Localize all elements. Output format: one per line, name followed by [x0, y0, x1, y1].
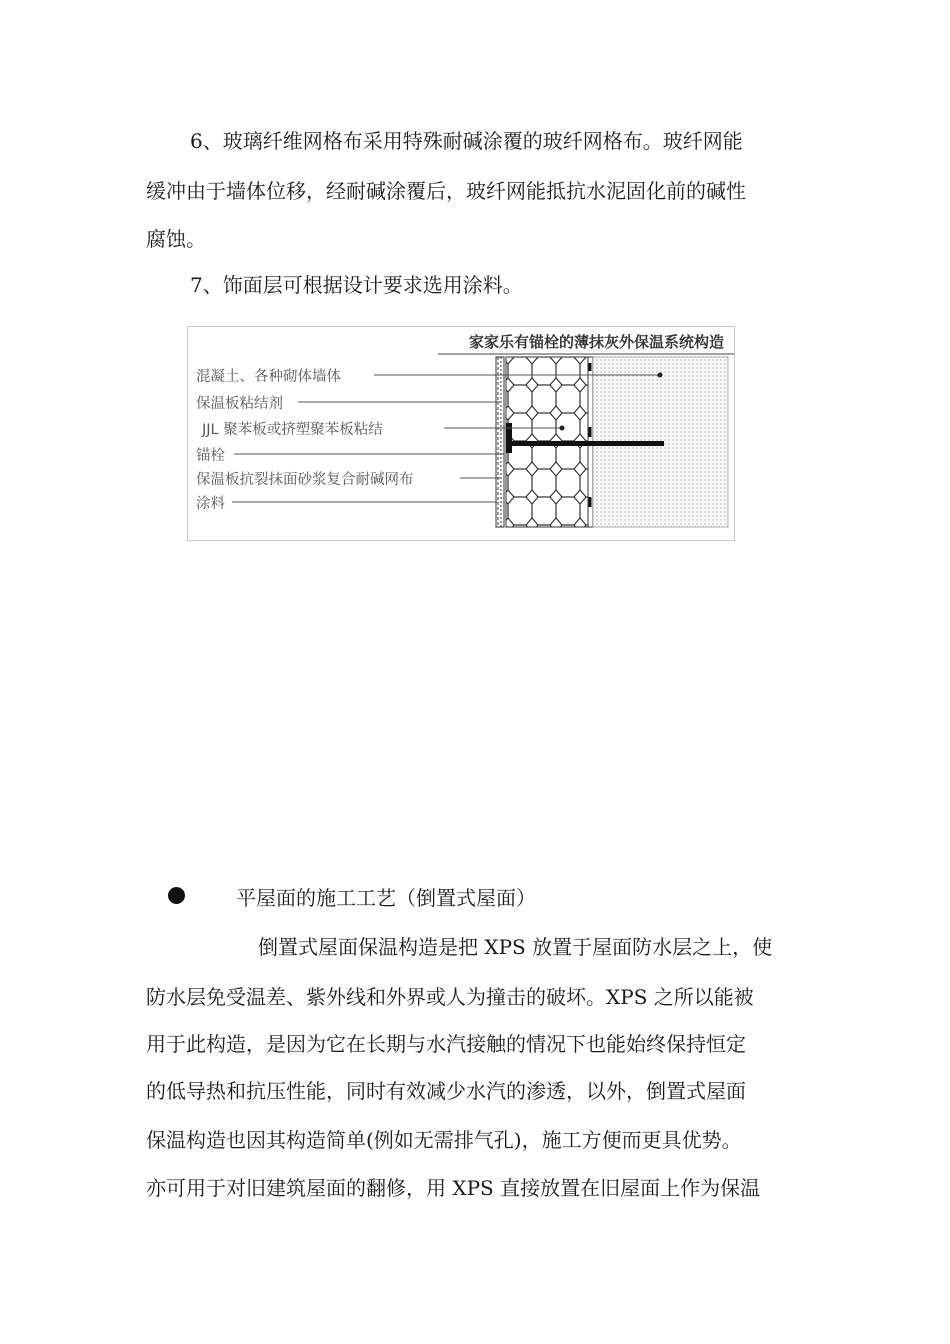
paragraph-line: 的低导热和抗压性能，同时有效减少水汽的渗透，以外，倒置式屋面 [146, 1079, 746, 1103]
paragraph-line: 用于此构造，是因为它在长期与水汽接触的情况下也能始终保持恒定 [146, 1032, 746, 1056]
insulation-system-diagram [187, 326, 735, 541]
diagram-label: 涂料 [196, 496, 225, 512]
paragraph-line: 7、饰面层可根据设计要求选用涂料。 [190, 273, 523, 297]
paragraph-line: 腐蚀。 [146, 227, 206, 251]
bullet-icon [168, 887, 185, 904]
paragraph-line: 保温构造也因其构造简单(例如无需排气孔)，施工方便而更具优势。 [146, 1128, 742, 1152]
diagram-label: 保温板粘结剂 [196, 396, 283, 412]
diagram-label: 锚栓 [196, 448, 225, 464]
paragraph-line: 倒置式屋面保温构造是把 XPS 放置于屋面防水层之上，使 [258, 935, 773, 959]
diagram-label: 保温板抗裂抹面砂浆复合耐碱网布 [196, 472, 414, 488]
diagram-label: JJL 聚苯板或挤塑聚苯板粘结 [202, 422, 383, 438]
paragraph-line: 防水层免受温差、紫外线和外界或人为撞击的破坏。XPS 之所以能被 [146, 985, 754, 1009]
paragraph-line: 缓冲由于墙体位移，经耐碱涂覆后，玻纤网能抵抗水泥固化前的碱性 [146, 179, 746, 203]
diagram-label: 混凝土、各种砌体墙体 [196, 369, 341, 385]
section-heading: 平屋面的施工工艺（倒置式屋面） [236, 886, 536, 910]
paragraph-line: 亦可用于对旧建筑屋面的翻修，用 XPS 直接放置在旧屋面上作为保温 [146, 1176, 761, 1200]
diagram-title: 家家乐有锚栓的薄抹灰外保温系统构造 [468, 333, 724, 351]
paragraph-line: 6、玻璃纤维网格布采用特殊耐碱涂覆的玻纤网格布。玻纤网能 [190, 129, 743, 153]
